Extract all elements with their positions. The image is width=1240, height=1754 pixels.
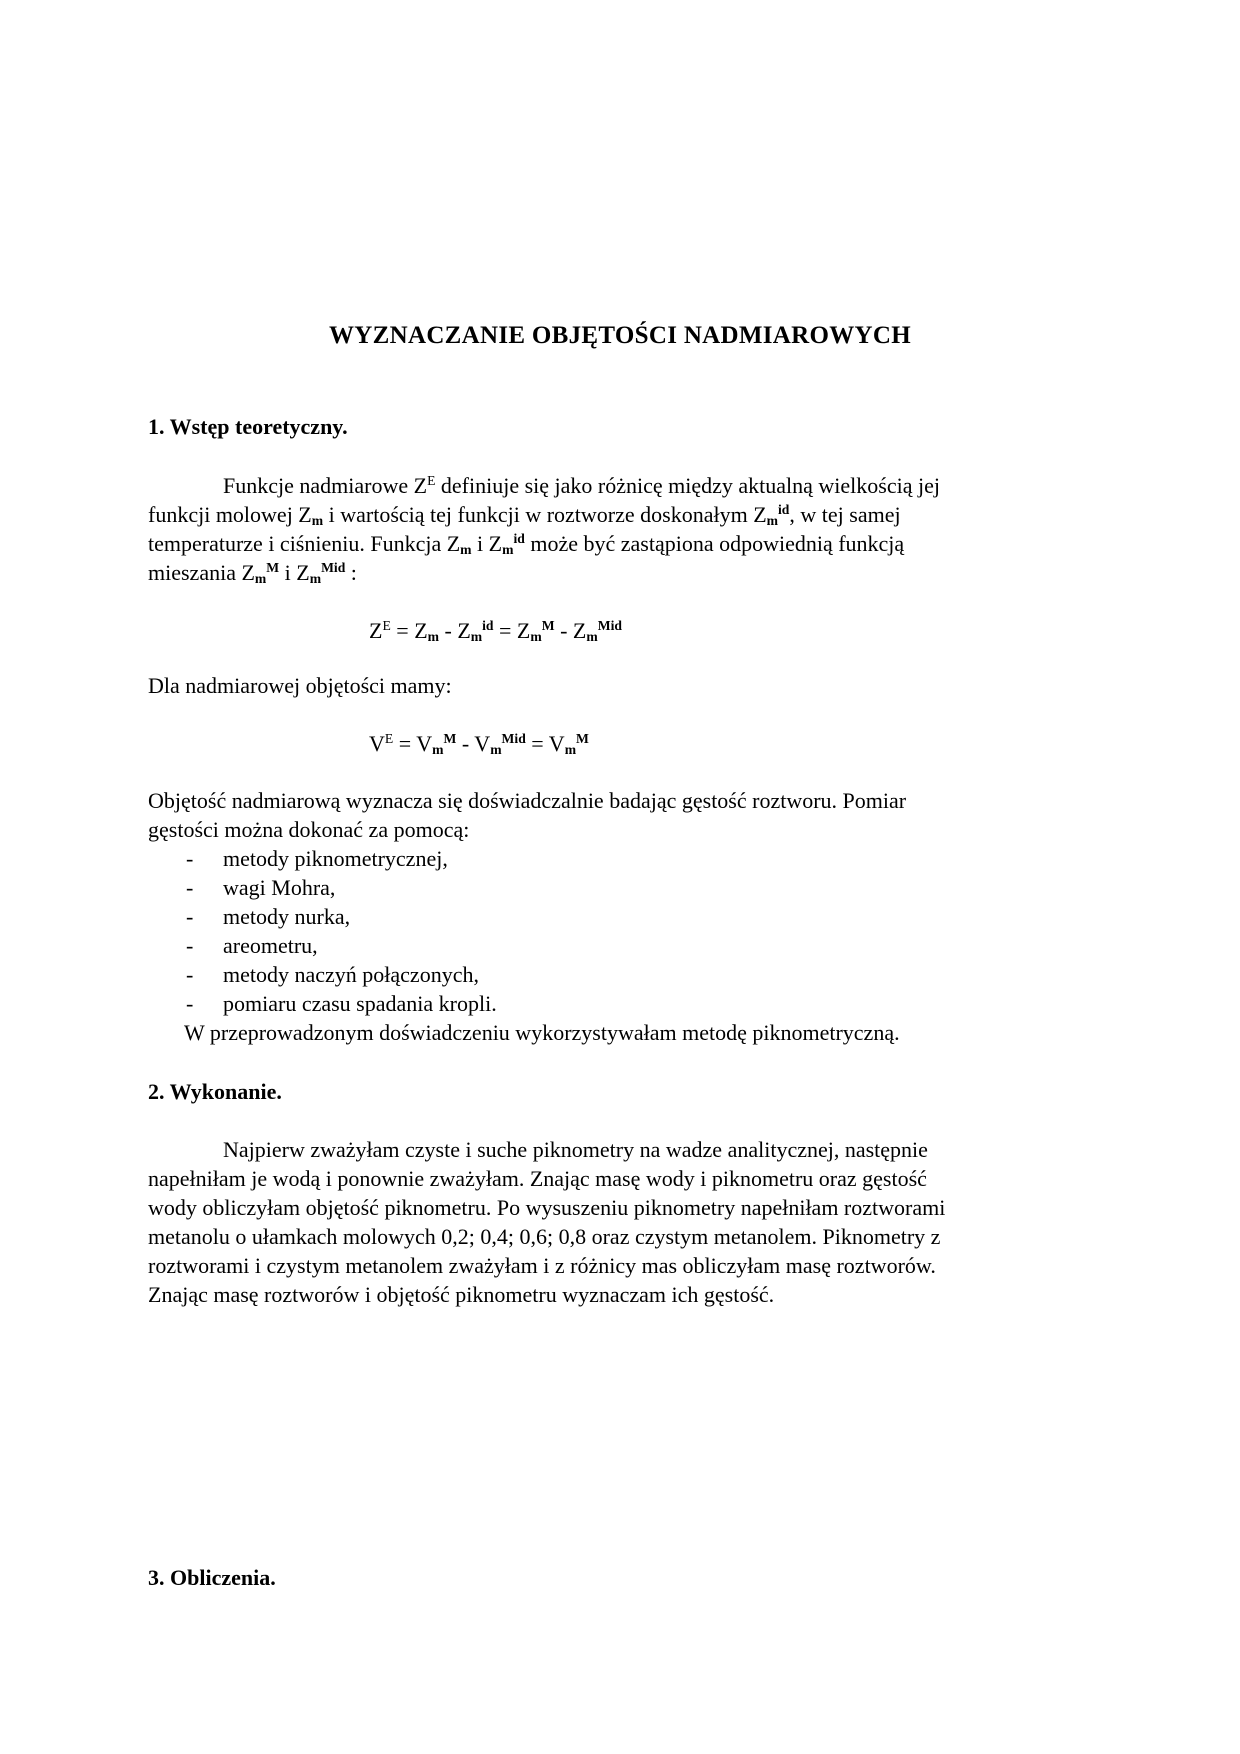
paragraph-line: Funkcje nadmiarowe $Z^E$ definiuje się jako różnicę między aktualną wielkością jej: [223, 472, 940, 498]
paragraph-line: funkcji molowej $Z_m$ i wartością tej funkcji w roztworze doskonałym $Z_m^{id}$, w tej samej: [148, 501, 901, 528]
list-item: wagi Mohra,: [223, 875, 336, 900]
list-bullet: -: [186, 933, 194, 958]
list-bullet: -: [186, 962, 194, 987]
paragraph-line: wody obliczyłam objętość piknometru. Po wysuszeniu piknometry napełniłam roztworami: [148, 1195, 946, 1220]
list-bullet: -: [186, 846, 194, 871]
page-title: WYZNACZANIE OBJĘTOŚCI NADMIAROWYCH: [328, 322, 912, 349]
section-heading-calculations: 3. Obliczenia.: [148, 1565, 276, 1590]
list-item: pomiaru czasu spadania kropli.: [223, 991, 497, 1016]
paragraph-line: Znając masę roztworów i objętość piknometru wyznaczam ich gęstość.: [148, 1282, 775, 1307]
paragraph-line: W przeprowadzonym doświadczeniu wykorzystywałam metodę piknometryczną.: [184, 1020, 900, 1045]
list-item: areometru,: [223, 933, 318, 958]
paragraph-line: Dla nadmiarowej objętości mamy:: [148, 673, 452, 698]
paragraph-line: napełniłam je wodą i ponownie zważyłam. Znając masę wody i piknometru oraz gęstość: [148, 1166, 927, 1191]
paragraph-line: gęstości można dokonać za pomocą:: [148, 817, 470, 842]
list-item: metody piknometrycznej,: [223, 846, 448, 871]
paragraph-line: mieszania $Z_m^M$ i $Z_m^{Mid}$ :: [148, 559, 357, 586]
equation-excess-volume: $V^E = V_m^M - V_m^{Mid} = V_m^M$: [369, 730, 589, 757]
paragraph-line: Najpierw zważyłam czyste i suche piknometry na wadze analitycznej, następnie: [223, 1137, 928, 1162]
list-item: metody naczyń połączonych,: [223, 962, 479, 987]
section-heading-procedure: 2. Wykonanie.: [148, 1079, 282, 1104]
paragraph-line: Objętość nadmiarową wyznacza się doświadczalnie badając gęstość roztworu. Pomiar: [148, 788, 907, 813]
list-bullet: -: [186, 904, 194, 929]
list-bullet: -: [186, 875, 194, 900]
list-item: metody nurka,: [223, 904, 351, 929]
equation-excess-function: $Z^E = Z_m - Z_m^{id} = Z_m^M - Z_m^{Mid}$: [369, 617, 622, 644]
paragraph-line: roztworami i czystym metanolem zważyłam i z różnicy mas obliczyłam masę roztworów.: [148, 1253, 936, 1278]
list-bullet: -: [186, 991, 194, 1016]
paragraph-line: temperaturze i ciśnieniu. Funkcja $Z_m$ i $Z_m^{id}$ może być zastąpiona odpowiednią funkcją: [148, 530, 905, 557]
section-heading-introduction: 1. Wstęp teoretyczny.: [148, 414, 348, 439]
paragraph-line: metanolu o ułamkach molowych 0,2; 0,4; 0,6; 0,8 oraz czystym metanolem. Piknometry z: [148, 1224, 941, 1249]
